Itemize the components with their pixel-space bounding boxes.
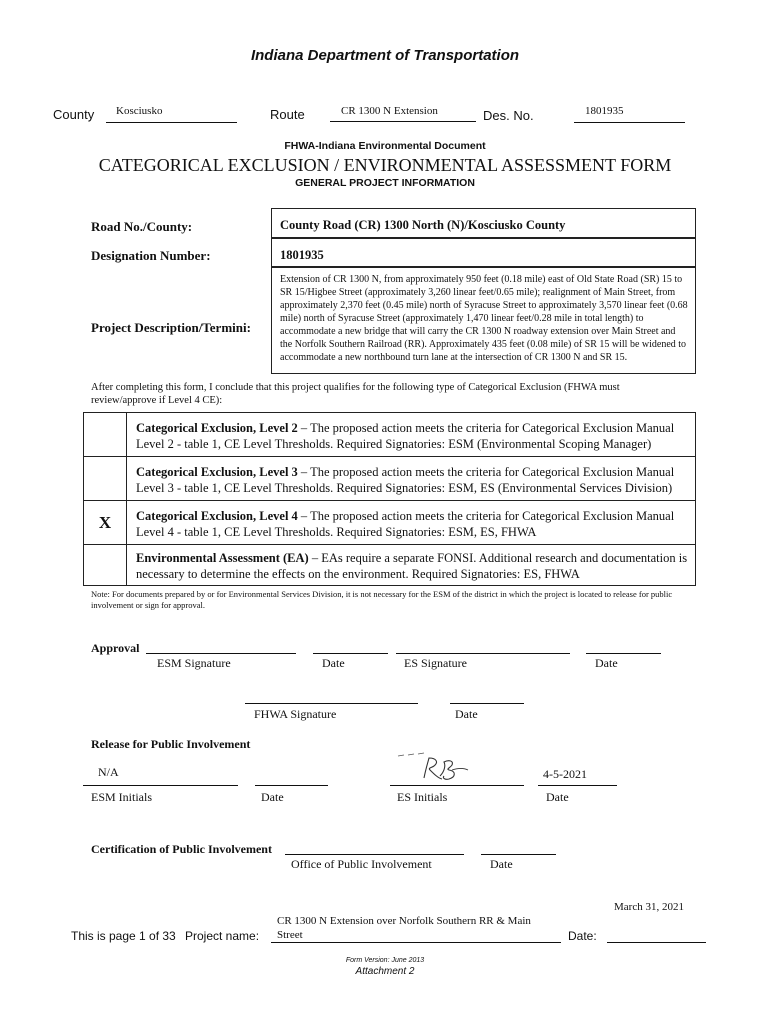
option-ce4-dash: – [297, 509, 311, 523]
road-box [271, 208, 696, 238]
project-name-label: Project name: [185, 929, 260, 943]
option-ce2-desc: The proposed action meets the criteria for Categorical Exclusion Manual Level 2 - table 1, CE Level Thresholds. Required Signatories: ESM (Environmental Scoping Manager) [136, 421, 675, 451]
release-date-caption-1: Date [261, 790, 284, 804]
description-label: Project Description/Termini: [91, 320, 251, 335]
esm-initials-caption: ESM Initials [91, 790, 153, 804]
agency-title: Indiana Department of Transportation [250, 47, 520, 64]
designation-label: Designation Number: [91, 248, 211, 263]
option-ce4-checkbox[interactable] [83, 500, 127, 545]
approval-label: Approval [91, 641, 140, 655]
option-ce4-row [126, 500, 696, 545]
note-text: Note: For documents prepared by or for Environmental Services Division, it is not necessary for the ESM of the district in which the project is located to release for public involvement or sign for approval. [91, 589, 673, 610]
form-subtitle: GENERAL PROJECT INFORMATION [295, 177, 475, 189]
option-ce3-dash: – [297, 465, 311, 479]
attachment-label: Attachment 2 [355, 966, 415, 977]
option-ce2-checkbox[interactable] [83, 412, 127, 457]
option-ea-dash: – [308, 551, 322, 565]
designation-value[interactable]: 1801935 [280, 248, 324, 262]
project-name-field[interactable]: CR 1300 N Extension over Norfolk Southern RR & Main Street [277, 915, 531, 941]
option-ce3-checkbox[interactable] [83, 456, 127, 501]
office-caption: Office of Public Involvement [291, 857, 432, 871]
option-ce3-desc: The proposed action meets the criteria for Categorical Exclusion Manual Level 3 - table 1, CE Level Thresholds. Required Signatories: ESM, ES (Environmental Services Division) [136, 465, 675, 495]
option-ce4-title: Categorical Exclusion, Level 4 [136, 509, 298, 523]
certification-label: Certification of Public Involvement [91, 842, 272, 856]
option-ce3-row [126, 456, 696, 501]
es-initials-signature[interactable] [394, 750, 476, 786]
route-field[interactable]: CR 1300 N Extension [341, 105, 438, 117]
option-ce2-title: Categorical Exclusion, Level 2 [136, 421, 298, 435]
esm-initials-field[interactable]: N/A [98, 765, 119, 779]
handwritten-signature-icon [394, 750, 476, 786]
release-label: Release for Public Involvement [91, 737, 251, 751]
date-line-2[interactable] [586, 653, 661, 654]
esm-initials-line [83, 785, 238, 786]
es-signature-line[interactable] [396, 653, 570, 654]
option-ce4-desc: The proposed action meets the criteria for Categorical Exclusion Manual Level 4 - table 1, CE Level Thresholds. Required Signatories: ESM, ES, FHWA [136, 509, 675, 539]
footer-date-value[interactable]: March 31, 2021 [614, 901, 684, 913]
doc-type: FHWA-Indiana Environmental Document [284, 140, 486, 152]
option-ce3-title: Categorical Exclusion, Level 3 [136, 465, 298, 479]
es-signature-caption: ES Signature [404, 656, 467, 670]
release-date-line-2 [538, 785, 617, 786]
esm-signature-line[interactable] [146, 653, 296, 654]
option-ea-row [126, 544, 696, 586]
date-caption-3: Date [455, 707, 478, 721]
road-label: Road No./County: [91, 219, 193, 234]
description-value[interactable]: Extension of CR 1300 N, from approximately 950 feet (0.18 mile) east of Old State Road (SR) 15 to SR 15/Higbee Street (approximately 3,260 linear feet/0.65 mile); realignment of Main Street, from approximately 2,370 feet (0.45 mile) north of Syracuse Street to approximately 3,570 linear feet (0.68 mile) north of Syracuse Street (approximately 1,470 linear feet/0.28 mile in total length) to accommodate a new bridge that will carry the CR 1300 N roadway extension over Main Street and the Norfolk Southern Railroad (RR). Approximately 435 feet (0.08 mile) of SR 15 will be widened to accommodate a new northbound turn lane at the intersection of CR 1300 N and SR 15. [280, 274, 688, 363]
option-ea-desc: EAs require a separate FONSI. Additional research and documentation is necessary to determine the effects on the environment. Required Signatories: ES, FHWA [136, 551, 688, 581]
release-date-caption-2: Date [546, 790, 569, 804]
county-field[interactable]: Kosciusko [116, 105, 163, 117]
footer-date-label: Date: [568, 929, 597, 943]
date-caption-2: Date [595, 656, 618, 670]
option-ce4-mark: X [98, 513, 112, 532]
page-number: This is page 1 of 33 [71, 929, 176, 943]
route-label: Route [270, 107, 305, 122]
county-label: County [53, 107, 95, 122]
form-version: Form Version: June 2013 [345, 957, 425, 964]
form-title: CATEGORICAL EXCLUSION / ENVIRONMENTAL ASSESSMENT FORM [98, 155, 672, 175]
road-value[interactable]: County Road (CR) 1300 North (N)/Kosciusko County [280, 218, 566, 232]
date-line-3[interactable] [450, 703, 524, 704]
description-box [271, 267, 696, 374]
option-ea-title: Environmental Assessment (EA) [136, 551, 309, 565]
es-initials-caption: ES Initials [397, 790, 448, 804]
des-no-field[interactable]: 1801935 [585, 105, 624, 117]
county-underline [106, 122, 237, 123]
fhwa-signature-caption: FHWA Signature [254, 707, 337, 721]
des-no-label: Des. No. [483, 108, 534, 123]
route-underline [330, 121, 476, 122]
option-ce2-row [126, 412, 696, 457]
date-caption-1: Date [322, 656, 345, 670]
es-initials-line [390, 785, 524, 786]
fhwa-signature-line[interactable] [245, 703, 418, 704]
conclusion-text: After completing this form, I conclude that this project qualifies for the following type of Categorical Exclusion (FHWA must review/approve if Level 4 CE): [91, 382, 620, 406]
release-date-line-1[interactable] [255, 785, 328, 786]
release-date-field[interactable]: 4-5-2021 [543, 767, 587, 781]
certification-line[interactable] [285, 854, 464, 855]
footer-date-line [607, 942, 706, 943]
certification-date-caption: Date [490, 857, 513, 871]
designation-box [271, 238, 696, 267]
option-ea-checkbox[interactable] [83, 544, 127, 586]
esm-signature-caption: ESM Signature [157, 656, 231, 670]
project-name-line [271, 942, 561, 943]
option-ce2-dash: – [297, 421, 311, 435]
certification-date-line[interactable] [481, 854, 556, 855]
date-line-1[interactable] [313, 653, 388, 654]
des-no-underline [574, 122, 685, 123]
